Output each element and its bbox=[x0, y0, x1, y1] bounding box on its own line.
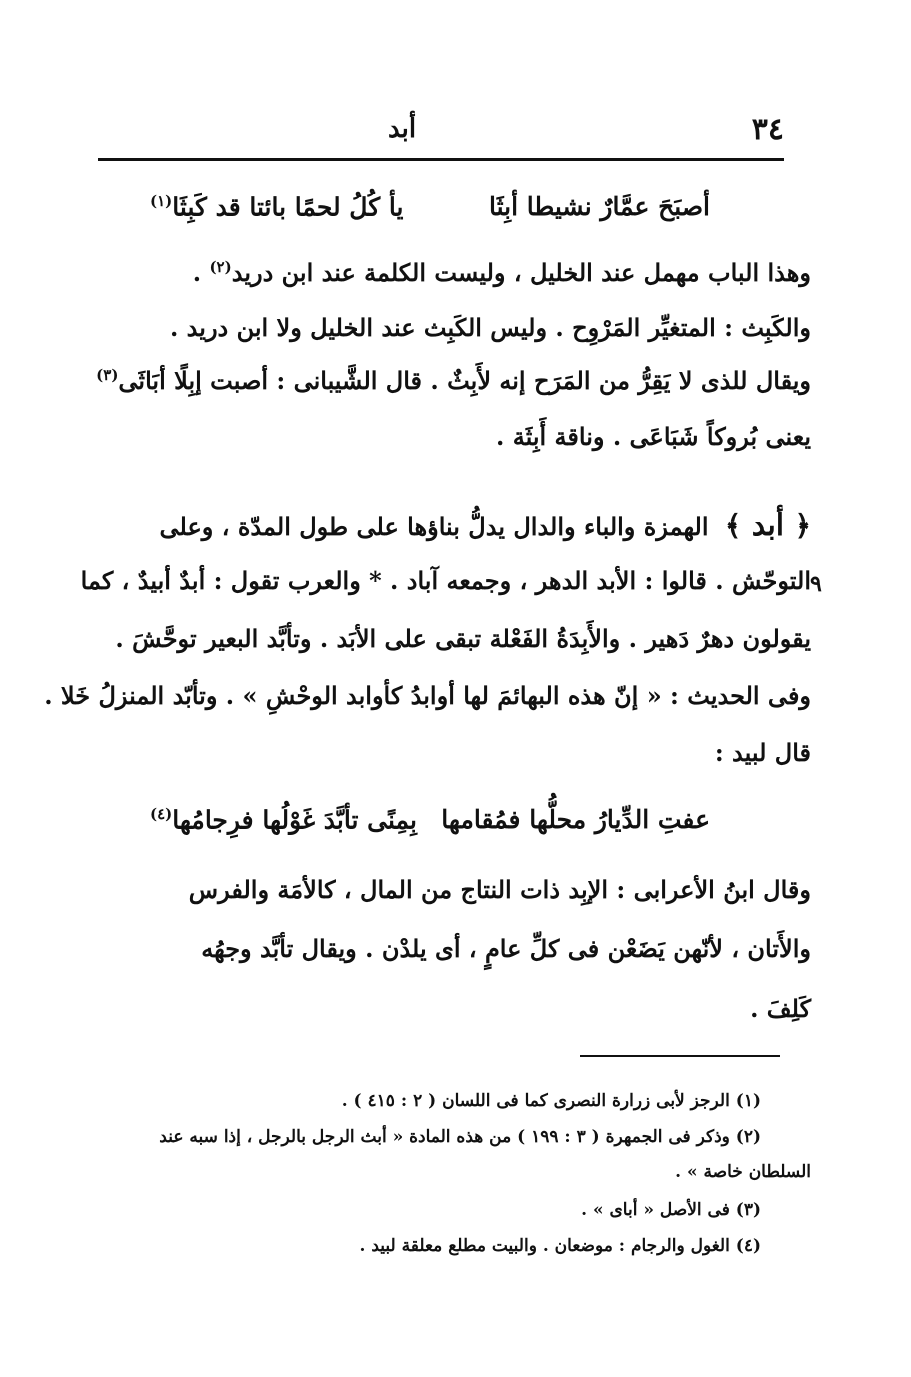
footnote-1-text: الرجز لأبى زرارة النصرى كما فى اللسان ( ٢ : ٤١٥ ) . bbox=[341, 1091, 730, 1111]
footnote-2-text: وذكر فى الجمهرة ( ٣ : ١٩٩ ) من هذه المادة « أبث الرجل بالرجل ، إذا سبه عند bbox=[159, 1127, 730, 1147]
margin-line-number: ٩ bbox=[810, 571, 822, 597]
footnote-2-continuation: السلطان خاصة » . bbox=[675, 1162, 811, 1182]
footnote-ref-1: (١) bbox=[150, 192, 173, 210]
page-number: ٣٤ bbox=[751, 112, 784, 147]
entry-head-word-text: أبد bbox=[751, 508, 785, 543]
entry-line-4: وفى الحديث : « إنّ هذه البهائمَ لها أوابدُ كأوابد الوحْشِ » . وتأبّد المنزلُ خَلا . bbox=[44, 681, 811, 710]
text-line-4-body: يعنى بُروكاً شَبَاعَى . وناقة أَبِثَة . bbox=[496, 422, 811, 451]
text-line-2-body: والكَبِث : المتغيِّر المَرْوِح . وليس الكَبِث عند الخليل ولا ابن دريد . bbox=[169, 313, 811, 342]
verse-1-second-hemistich bbox=[150, 192, 403, 221]
entry-line-3: يقولون دهرٌ دَهير . والأَبِدَةُ الفَعْلة تبقى على الأبَد . وتأبَّد البعير توحَّشَ . bbox=[115, 624, 811, 653]
entry-head-word bbox=[725, 508, 811, 543]
verse-2 bbox=[150, 805, 710, 834]
footnote-ref-3: (٣) bbox=[96, 366, 119, 384]
footnote-4-number: (٤) bbox=[735, 1236, 761, 1256]
para2-line-1: وقال ابنُ الأعرابى : الإبِد ذات النتاج من المال ، كالأمَة والفرس bbox=[188, 875, 811, 904]
footnote-1 bbox=[342, 1091, 761, 1111]
page-header bbox=[98, 112, 784, 162]
para2-line-3: كَلِفَ . bbox=[750, 994, 811, 1023]
running-title: أبد bbox=[388, 114, 417, 144]
entry-line-5: قال لبيد : bbox=[714, 738, 811, 767]
para2-line-2: والأَتان ، لأنّهن يَضَعْن فى كلِّ عامٍ ، أى يلدْن . ويقال تأبَّد وجهُه bbox=[201, 934, 811, 963]
footnote-rule bbox=[580, 1055, 780, 1057]
verse-2-second-hemistich bbox=[150, 805, 417, 834]
entry-first-line bbox=[160, 508, 811, 543]
footnote-4-text: الغول والرجام : موضعان . والبيت مطلع معلقة لبيد . bbox=[359, 1236, 730, 1256]
verse-1 bbox=[150, 192, 710, 221]
text-line-1-body: وهذا الباب مهمل عند الخليل ، وليست الكلمة عند ابن دريد bbox=[231, 258, 811, 287]
footnote-2 bbox=[159, 1127, 761, 1147]
footnote-3-number: (٣) bbox=[735, 1200, 761, 1220]
text-line-2 bbox=[170, 313, 811, 342]
footnote-ref-4: (٤) bbox=[150, 805, 173, 823]
text-line-3 bbox=[96, 366, 811, 395]
verse-1-second-hemistich-text: يأ كُلُ لحمًا بائتا قد كَبِثَا bbox=[172, 192, 404, 222]
verse-2-first-hemistich: عفتِ الدِّيارُ محلُّها فمُقامها bbox=[441, 805, 710, 834]
footnote-4 bbox=[360, 1236, 761, 1256]
header-rule bbox=[98, 158, 784, 161]
entry-first-line-text: الهمزة والباء والدال يدلُّ بناؤها على طول المدّة ، وعلى bbox=[159, 512, 709, 541]
entry-bracket-right: ﴿ bbox=[794, 509, 811, 542]
entry-line-2: التوحّش . قالوا : الأبد الدهر ، وجمعه آباد . * والعرب تقول : أبدٌ أبيدٌ ، كما bbox=[80, 566, 811, 595]
verse-2-second-hemistich-text: بِمِنًى تأبَّدَ غَوْلُها فرِجامُها bbox=[172, 805, 417, 835]
footnote-ref-2: (٢) bbox=[209, 258, 232, 276]
footnote-2-number: (٢) bbox=[735, 1127, 761, 1147]
text-line-1 bbox=[193, 258, 811, 287]
footnote-3 bbox=[581, 1200, 761, 1220]
text-line-3-body: ويقال للذى لا يَقِرُّ من المَرَح إنه لأَبِثٌ . قال الشَّيبانى : أصبت إبِلًا أبَاثَى bbox=[118, 366, 811, 395]
footnote-1-number: (١) bbox=[735, 1091, 761, 1111]
footnote-3-text: فى الأصل « أباى » . bbox=[581, 1200, 730, 1220]
text-line-1-tail: . bbox=[192, 258, 210, 287]
verse-1-first-hemistich: أصبَحَ عمَّارٌ نشيطا أبِثَا bbox=[488, 192, 710, 221]
text-line-4 bbox=[496, 422, 811, 451]
entry-bracket-left: ﴾ bbox=[724, 509, 742, 542]
